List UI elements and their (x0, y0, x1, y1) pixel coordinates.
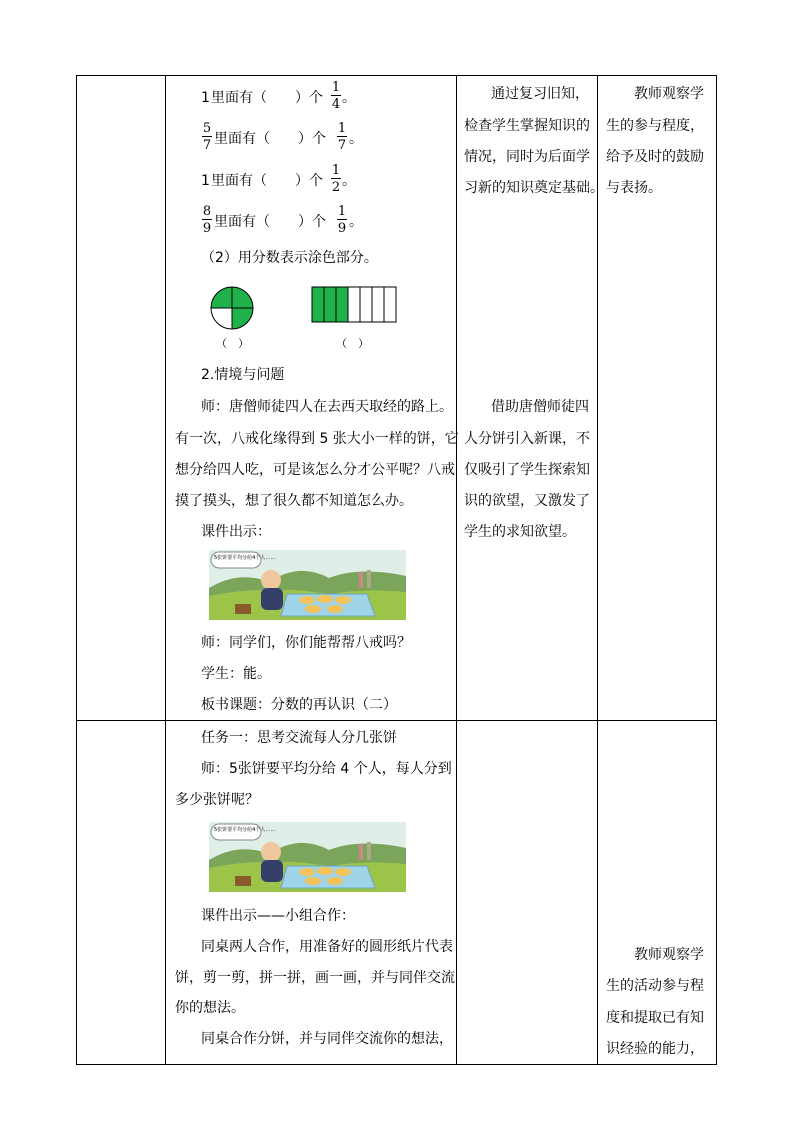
rect-part (324, 287, 336, 322)
assessment-text: 给予及时的鼓励 (606, 149, 704, 165)
exercise2-title: （2）用分数表示涂色部分。 (201, 250, 378, 266)
student-answer: 学生：能。 (201, 666, 271, 682)
row2-text: 里面有（ ）个 (214, 131, 326, 147)
row3-text: 里面有（ ）个 (211, 173, 323, 189)
row1-lead: 1 (201, 90, 210, 106)
row4-text: 里面有（ ）个 (214, 214, 326, 230)
circle-quarter (211, 308, 232, 329)
row1-text: 里面有（ ）个 (211, 90, 323, 106)
bajie-pancake-illustration-2 (209, 822, 406, 892)
row1-fraction: 1 4 (331, 80, 341, 112)
row3-fraction: 1 2 (331, 163, 341, 195)
row4-fraction-2: 1 9 (337, 204, 347, 236)
purpose-text: 借助唐僧师徒四 (491, 399, 589, 415)
bajie-pancake-illustration (209, 550, 406, 620)
circle-quarter (232, 308, 253, 329)
teacher-line: 师：5张饼要平均分给 4 个人，每人分到 (201, 761, 452, 777)
purpose-text: 识的欲望，又激发了 (464, 493, 590, 509)
table-border-bottom (76, 1064, 717, 1065)
purpose-text: 通过复习旧知， (491, 86, 589, 102)
svg-text:5张饼要平均分给4个人……: 5张饼要平均分给4个人…… (214, 555, 276, 561)
answer-blank-1: （ ） (216, 337, 249, 350)
shaded-circle-figure (209, 285, 257, 331)
table-border-top (76, 75, 717, 76)
purpose-text: 情况，同时为后面学 (464, 149, 590, 165)
column-divider (456, 75, 457, 1065)
purpose-text: 习新的知识奠定基础。 (464, 180, 604, 196)
row2-fraction-2: 1 7 (337, 121, 347, 153)
teacher-line: 想分给四人吃，可是该怎么分才公平呢？八戒 (175, 462, 455, 478)
svg-text:5张饼要平均分给4个人……: 5张饼要平均分给4个人…… (214, 827, 276, 833)
group-line: 饼，剪一剪，拼一拼，画一画，并与同伴交流 (175, 970, 455, 986)
rect-part (348, 287, 360, 322)
assessment-text: 生的参与程度， (606, 118, 704, 134)
rect-part (372, 287, 384, 322)
teacher-line: 有一次，八戒化缘得到 5 张大小一样的饼，它 (175, 431, 459, 447)
table-border-right (716, 75, 717, 1065)
row2-fraction: 5 7 (202, 121, 212, 153)
purpose-text: 仅吸引了学生探索知 (464, 462, 590, 478)
table-border-left (76, 75, 77, 1065)
teacher-line: 多少张饼呢？ (175, 792, 259, 808)
section-heading: 2.情境与问题 (201, 367, 285, 383)
courseware-group-label: 课件出示——小组合作： (201, 908, 355, 924)
assessment-text: 教师观察学 (634, 947, 704, 963)
assessment-text: 教师观察学 (634, 86, 704, 102)
column-divider (597, 75, 598, 1065)
rect-part (312, 287, 324, 322)
circle-quarter (211, 287, 232, 308)
answer-blank-2: （ ） (336, 337, 369, 350)
assessment-text: 生的活动参与程 (606, 978, 704, 994)
teacher-line: 摸了摸头，想了很久都不知道怎么办。 (175, 493, 413, 509)
purpose-text: 人分饼引入新课，不 (464, 431, 590, 447)
board-title: 板书课题：分数的再认识（二） (201, 697, 397, 713)
rect-part (360, 287, 372, 322)
courseware-label: 课件出示： (201, 524, 271, 540)
row4-fraction: 8 9 (202, 204, 212, 236)
assessment-text: 度和提取已有知 (606, 1010, 704, 1026)
teacher-question: 师：同学们，你们能帮帮八戒吗？ (201, 635, 411, 651)
group-line: 同桌两人合作，用准备好的圆形纸片代表 (201, 939, 453, 955)
group-line: 同桌合作分饼，并与同伴交流你的想法， (201, 1031, 453, 1047)
group-line: 你的想法。 (175, 1000, 245, 1016)
purpose-text: 学生的求知欲望。 (464, 524, 576, 540)
column-divider (165, 75, 166, 1065)
row-divider (76, 720, 717, 721)
task-heading: 任务一：思考交流每人分几张饼 (201, 730, 397, 746)
teacher-line: 师：唐僧师徒四人在去西天取经的路上。 (201, 399, 453, 415)
purpose-text: 检查学生掌握知识的 (464, 118, 590, 134)
rect-part (384, 287, 396, 322)
row3-lead: 1 (201, 173, 210, 189)
shaded-rect-figure (311, 286, 399, 324)
assessment-text: 识经验的能力， (606, 1041, 704, 1057)
rect-part (336, 287, 348, 322)
assessment-text: 与表扬。 (606, 180, 662, 196)
circle-quarter (232, 287, 253, 308)
